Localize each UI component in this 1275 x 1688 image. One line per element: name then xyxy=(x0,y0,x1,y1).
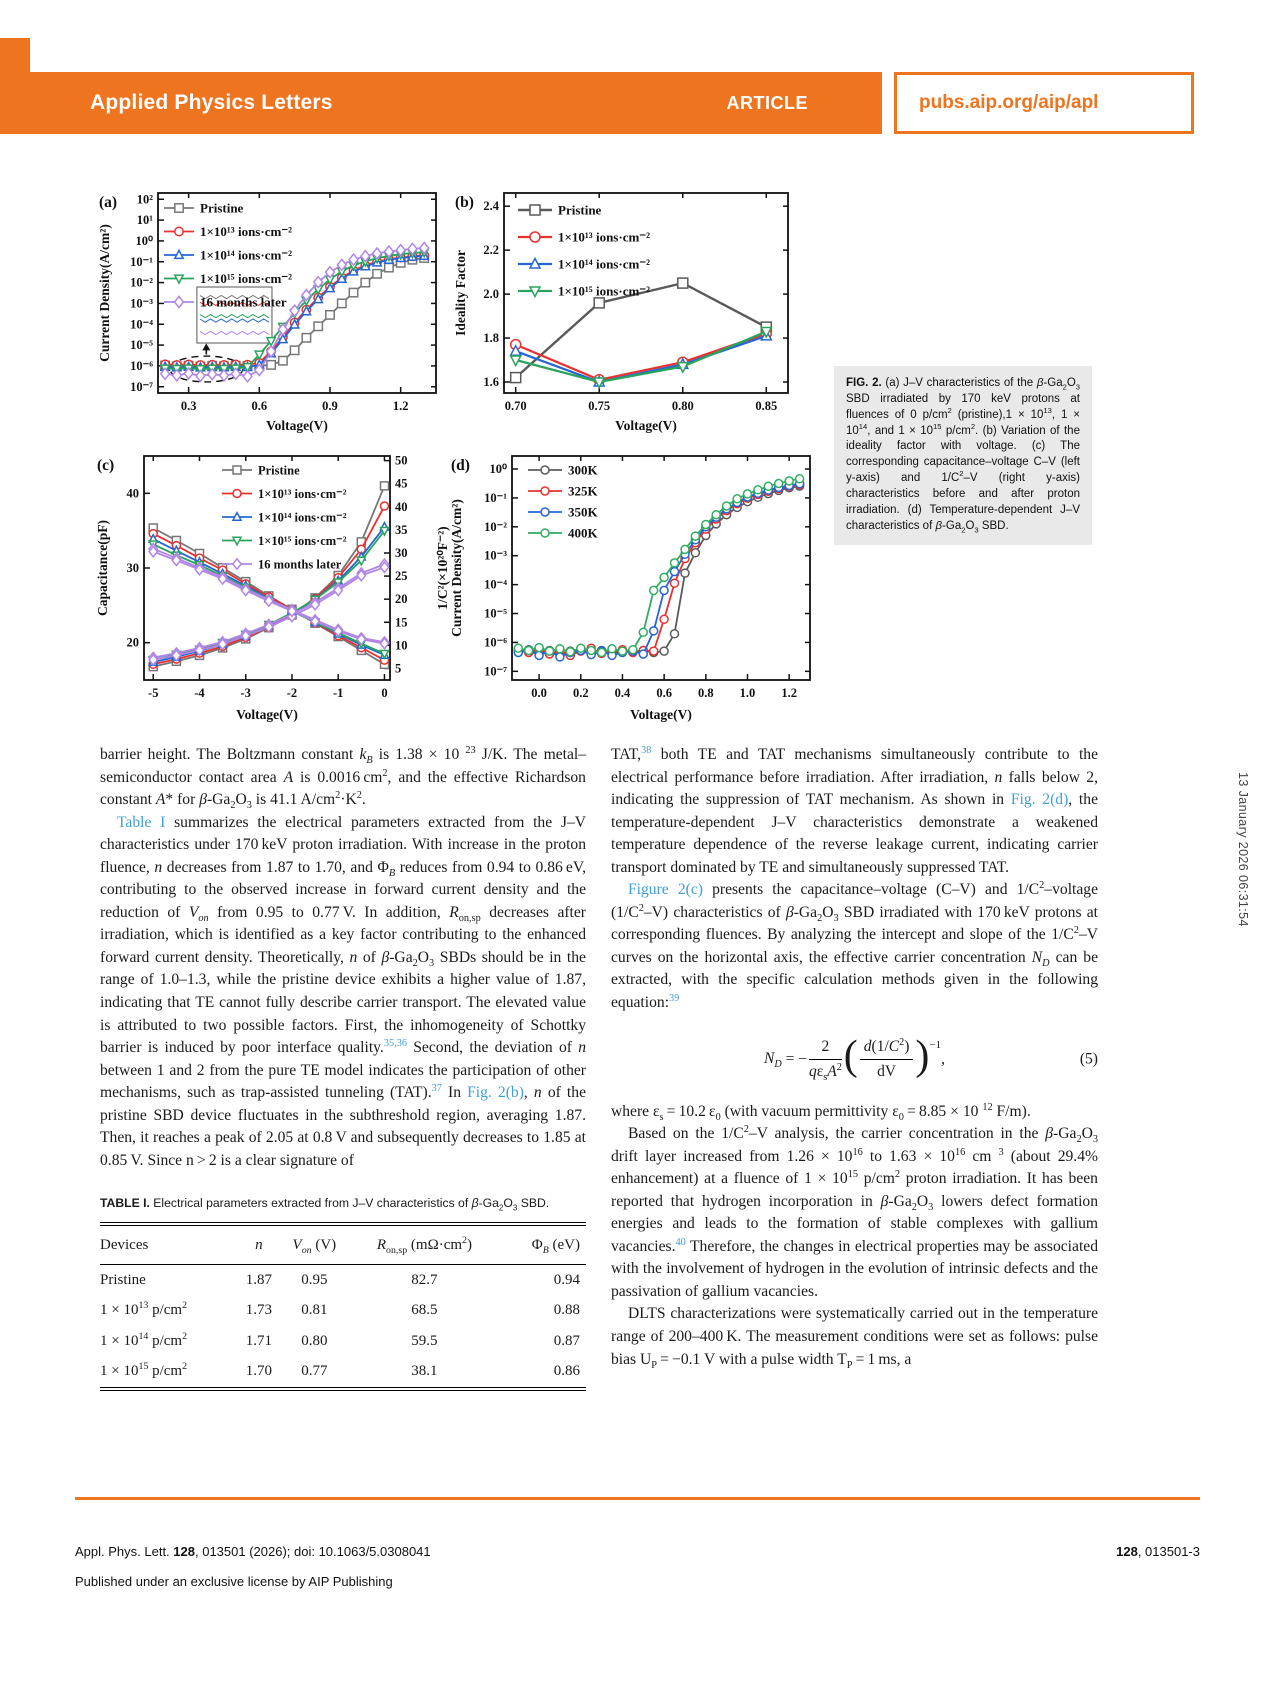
svg-text:0.9: 0.9 xyxy=(322,399,338,413)
svg-text:10⁻⁴: 10⁻⁴ xyxy=(484,577,507,592)
journal-header xyxy=(0,72,882,134)
table-cell: 1.70 xyxy=(245,1363,273,1380)
table-cell: 0.88 xyxy=(553,1302,580,1319)
right-column xyxy=(611,744,1098,1371)
table1 xyxy=(100,1222,586,1391)
svg-text:1.0: 1.0 xyxy=(739,686,756,700)
table-cell: 38.1 xyxy=(411,1363,438,1380)
svg-text:0.70: 0.70 xyxy=(504,399,527,413)
left-column xyxy=(100,744,586,1391)
svg-text:16 months later: 16 months later xyxy=(258,557,342,572)
figure2-panel-c xyxy=(94,446,452,729)
svg-text:Current Density(A/cm²): Current Density(A/cm²) xyxy=(97,224,112,362)
footer xyxy=(75,1544,1200,1589)
svg-text:2.2: 2.2 xyxy=(483,243,499,258)
svg-text:Voltage(V): Voltage(V) xyxy=(266,418,328,433)
svg-text:0.75: 0.75 xyxy=(588,399,611,413)
svg-text:0.3: 0.3 xyxy=(180,399,197,413)
svg-text:10⁰: 10⁰ xyxy=(489,462,507,477)
svg-text:40: 40 xyxy=(395,499,408,514)
table1-header-cell: Devices xyxy=(100,1224,238,1264)
table-cell: Pristine xyxy=(100,1271,146,1288)
table-cell: 59.5 xyxy=(411,1332,438,1349)
svg-text:10⁻¹: 10⁻¹ xyxy=(484,490,507,505)
figure2-panel-d xyxy=(448,446,820,729)
svg-text:-5: -5 xyxy=(148,686,159,700)
svg-text:0.6: 0.6 xyxy=(656,686,672,700)
figure2-panel-b xyxy=(452,183,798,440)
table-cell: $1 \times 10^{15}$ $p/cm^2$ xyxy=(100,1361,188,1380)
table-cell: $1 \times 10^{14}$ $p/cm^2$ xyxy=(100,1330,188,1349)
svg-text:10¹: 10¹ xyxy=(136,213,153,228)
svg-text:35: 35 xyxy=(395,522,408,537)
table-cell: 0.95 xyxy=(301,1271,328,1288)
journal-url-box[interactable] xyxy=(894,72,1194,134)
svg-text:Pristine: Pristine xyxy=(200,200,244,216)
svg-text:1×10¹⁴ ions·cm⁻²: 1×10¹⁴ ions·cm⁻² xyxy=(558,256,651,272)
table1-header-cell: n xyxy=(238,1224,280,1264)
table1-header-cell: $\Phi_B$ (eV) xyxy=(500,1224,586,1264)
paragraph: barrier height. The Boltzmann constant $k_B$ is 1.38 × 10 $^{23}$ J/K. The metal–semiconductor contact area A is 0.0016 $cm^2$, and the effective Richardson constant A* for $\beta-Ga_2O_3$ is 41.1 $A/cm^2\cdot K^2$. xyxy=(100,744,586,812)
table-cell: 1.71 xyxy=(245,1332,273,1349)
svg-text:(b): (b) xyxy=(455,194,474,211)
svg-text:16 months later: 16 months later xyxy=(200,294,287,310)
citation-line: Appl. Phys. Lett. 128, 013501 (2026); doi: 10.1063/5.0308041 xyxy=(75,1544,431,1559)
table-row xyxy=(100,1295,586,1326)
svg-text:0: 0 xyxy=(381,686,388,700)
svg-text:Pristine: Pristine xyxy=(558,202,602,218)
svg-text:0.8: 0.8 xyxy=(697,686,714,700)
table1-caption-label: TABLE I. xyxy=(100,1196,150,1211)
svg-text:20: 20 xyxy=(395,592,408,607)
svg-text:-2: -2 xyxy=(286,686,298,700)
svg-text:1×10¹⁵ ions·cm⁻²: 1×10¹⁵ ions·cm⁻² xyxy=(558,283,651,299)
svg-text:(d): (d) xyxy=(451,457,470,474)
svg-text:10⁻³: 10⁻³ xyxy=(484,548,507,563)
figure2-caption-text: (a) J–V characteristics of the $\beta-Ga_2O_3$ SBD irradiated by 170 keV protons at fluences of 0 $p/cm^2$ (pristine),1 × $10^{13}$, $1 \times 10^{14}$, and $1 \times 10^{15}$ $p/cm^2$. (b) Variation of the ideality factor with voltage. (c) The corresponding capacitance–voltage C–V (left y-axis) and $1/C^2-V$ (right y-axis) characteristics before and after proton irradiation. (d) Temperature-dependent J–V characteristics of $\beta-Ga_2O_3$ SBD. xyxy=(846,377,1080,535)
license-line: Published under an exclusive license by AIP Publishing xyxy=(75,1574,393,1589)
svg-text:-4: -4 xyxy=(194,686,205,700)
svg-text:10⁻²: 10⁻² xyxy=(484,519,507,534)
svg-text:Voltage(V): Voltage(V) xyxy=(236,707,298,722)
table1-header-row xyxy=(100,1224,586,1264)
svg-text:Voltage(V): Voltage(V) xyxy=(615,418,677,433)
svg-text:30: 30 xyxy=(126,561,139,575)
svg-text:0.2: 0.2 xyxy=(572,686,589,700)
paragraph: TAT,$^{38}$ both TE and TAT mechanisms simultaneously contribute to the electrical performance before irradiation. After irradiation, n falls below 2, indicating the suppression of TAT mechanism. As shown in Fig. 2(d), the temperature-dependent J–V characteristics demonstrate a weakened temperature dependence of the reverse leakage current, indicating carrier transport dominated by TE and simultaneously suppressed TAT. xyxy=(611,744,1098,876)
svg-text:1×10¹⁵ ions·cm⁻²: 1×10¹⁵ ions·cm⁻² xyxy=(258,534,347,548)
svg-text:50: 50 xyxy=(395,453,408,468)
journal-title: Applied Physics Letters xyxy=(90,91,333,114)
right-column-text-top xyxy=(611,744,1098,1015)
svg-text:1×10¹⁴ ions·cm⁻²: 1×10¹⁴ ions·cm⁻² xyxy=(258,510,347,525)
svg-text:-1: -1 xyxy=(332,686,344,700)
svg-text:350K: 350K xyxy=(568,504,598,520)
svg-text:325K: 325K xyxy=(568,483,598,499)
svg-text:(a): (a) xyxy=(99,194,118,211)
article-type-label: ARTICLE xyxy=(726,92,808,113)
table-cell: 0.87 xyxy=(553,1332,580,1349)
svg-text:5: 5 xyxy=(395,661,402,676)
table-cell: 0.80 xyxy=(301,1332,328,1349)
svg-text:10⁻⁶: 10⁻⁶ xyxy=(130,358,153,373)
svg-text:2.0: 2.0 xyxy=(483,287,499,302)
svg-text:20: 20 xyxy=(126,635,139,650)
svg-text:Ideality Factor: Ideality Factor xyxy=(453,250,468,336)
svg-text:0.4: 0.4 xyxy=(614,686,631,700)
table-cell: 0.81 xyxy=(301,1302,328,1319)
svg-text:10⁻³: 10⁻³ xyxy=(130,296,153,311)
paragraph: DLTS characterizations were systematically carried out in the temperature range of 200–400 K. The measurement conditions were set as follows: pulse bias $U_P = -0.1$ V with a pulse width $T_P = 1$ ms, a xyxy=(611,1305,1098,1371)
right-column-text-bottom xyxy=(611,1101,1098,1372)
svg-text:10: 10 xyxy=(395,638,408,653)
table-cell: 0.94 xyxy=(553,1271,580,1288)
svg-text:10⁻⁷: 10⁻⁷ xyxy=(130,379,153,394)
svg-text:(c): (c) xyxy=(97,457,115,474)
table1-header-cell: $V_{on}$ (V) xyxy=(280,1224,349,1264)
svg-text:10⁻⁶: 10⁻⁶ xyxy=(484,635,507,650)
svg-text:Current Density(A/cm²): Current Density(A/cm²) xyxy=(449,499,464,637)
svg-text:Pristine: Pristine xyxy=(258,463,300,478)
svg-text:1×10¹³ ions·cm⁻²: 1×10¹³ ions·cm⁻² xyxy=(258,487,347,501)
table-cell: $1 \times 10^{13}$ $p/cm^2$ xyxy=(100,1300,188,1319)
svg-text:1×10¹⁴ ions·cm⁻²: 1×10¹⁴ ions·cm⁻² xyxy=(200,247,293,263)
svg-text:0.80: 0.80 xyxy=(671,399,694,413)
equation-5 xyxy=(611,1031,1098,1089)
svg-text:1.2: 1.2 xyxy=(781,686,797,700)
table-cell: 82.7 xyxy=(411,1271,438,1288)
svg-text:0.6: 0.6 xyxy=(251,399,268,413)
svg-text:10⁻²: 10⁻² xyxy=(130,275,153,290)
footer-rule xyxy=(75,1497,1200,1500)
svg-text:10⁻⁷: 10⁻⁷ xyxy=(484,664,507,679)
svg-text:25: 25 xyxy=(395,569,408,584)
svg-text:300K: 300K xyxy=(568,462,598,478)
svg-text:1.2: 1.2 xyxy=(392,399,409,413)
svg-text:1.8: 1.8 xyxy=(483,331,499,346)
figure2-caption-label: FIG. 2. xyxy=(846,377,882,389)
equation-5-number: (5) xyxy=(1079,1050,1098,1068)
paragraph: Based on the $1/C^2-V$ analysis, the carrier concentration in the $\beta-Ga_2O_3$ drift layer increased from $1.26 \times 10^{16}$ to $1.63 \times 10^{16}$ cm $^3$ (about 29.4% enhancement) at a fluence of $1 \times 10^{15}$ $p/cm^2$ proton irradiation. It has been reported that hydrogen incorporation in $\beta-Ga_2O_3$ lowers defect formation energies and leads to the formation of stable complexes with gallium vacancies.$^{40}$ Therefore, the changes in electrical properties may be associated with the involvement of hydrogen in the evolution of intrinsic defects and the passivation of gallium vacancies. xyxy=(611,1123,1099,1300)
svg-text:-3: -3 xyxy=(240,686,251,700)
svg-text:45: 45 xyxy=(395,476,408,491)
table1-caption xyxy=(100,1196,586,1212)
left-column-text xyxy=(100,744,586,1172)
svg-text:1×10¹³ ions·cm⁻²: 1×10¹³ ions·cm⁻² xyxy=(558,229,651,245)
svg-text:10⁻⁵: 10⁻⁵ xyxy=(484,606,507,621)
svg-text:1/C²(×10²⁰F⁻²): 1/C²(×10²⁰F⁻²) xyxy=(435,526,450,610)
svg-text:0.0: 0.0 xyxy=(531,686,547,700)
table-cell: 1.73 xyxy=(245,1302,273,1319)
table-row xyxy=(100,1326,586,1357)
figure2-panel-a xyxy=(96,183,444,440)
table1-header-cell: $R_{on,sp}$ $(m\Omega\cdot cm^2)$ xyxy=(349,1224,500,1264)
svg-text:30: 30 xyxy=(395,545,408,560)
svg-text:1×10¹⁵ ions·cm⁻²: 1×10¹⁵ ions·cm⁻² xyxy=(200,271,293,286)
svg-text:10⁰: 10⁰ xyxy=(135,233,153,248)
journal-url[interactable]: pubs.aip.org/aip/apl xyxy=(919,92,1099,113)
paragraph: where $\varepsilon_s = 10.2$ $\varepsilon_0$ (with vacuum permittivity $\varepsilon_0 = 8.85 \times 10$ $^{12}$ F/m). xyxy=(611,1101,1031,1123)
page-number: 128, 013501-3 xyxy=(1116,1544,1200,1559)
paragraph: Figure 2(c) presents the capacitance–voltage (C–V) and $1/C^2$–voltage $(1/C^2-V)$ characteristics of $\beta-Ga_2O_3$ SBD irradiated with 170 keV protons at corresponding fluences. By analyzing the intercept and slope of the $1/C^2-V$ curves on the horizontal axis, the effective carrier concentration $N_D$ can be extracted, with the specific calculation methods given in the following equation:$^{39}$ xyxy=(611,880,1098,1012)
table-cell: 0.86 xyxy=(553,1363,580,1380)
svg-text:2.4: 2.4 xyxy=(483,199,499,214)
svg-text:0.85: 0.85 xyxy=(755,399,778,413)
table-cell: 0.77 xyxy=(301,1363,328,1380)
equation-5-body: $N_D$ = − $\frac{2}{q\varepsilon_sA^2}$ ( $\frac{d(1/C^2)}{dV}$ )$^{-1}$, xyxy=(764,1033,945,1084)
svg-text:1×10¹³ ions·cm⁻²: 1×10¹³ ions·cm⁻² xyxy=(200,224,293,239)
svg-text:400K: 400K xyxy=(568,525,598,541)
svg-text:1.6: 1.6 xyxy=(483,375,499,390)
svg-text:10⁻⁵: 10⁻⁵ xyxy=(130,338,153,353)
paragraph: Table I summarizes the electrical parameters extracted from the J–V characteristics under 170 keV proton irradiation. With increase in the proton fluence, n decreases from 1.87 to 1.70, and $\Phi_B$ reduces from 0.94 to 0.86 eV, contributing to the observed increase in forward current density and the reduction of $V_{on}$ from 0.95 to 0.77 V. In addition, $R_{on,sp}$ decreases after irradiation, which is identified as a key factor contributing to the enhanced forward current density. Theoretically, n of $\beta-Ga_2O_3$ SBDs should be in the range of 1.0–1.3, while the pristine device exhibits a higher value of 1.87, indicating that TE cannot fully describe carrier transport. The elevated value is attributed to two possible factors. First, the inhomogeneity of Schottky barrier is induced by poor interface quality.$^{35,36}$ Second, the deviation of n between 1 and 2 from the pure TE model indicates the participation of other mechanisms, such as trap-assisted tunneling (TAT).$^{37}$ In Fig. 2(b), n of the pristine SBD device fluctuates in the subthreshold region, averaging 1.87. Then, it reaches a peak of 2.05 at 0.8 V and subsequently decreases to 1.85 at 0.85 V. Since n > 2 is a clear signature of xyxy=(100,813,587,1169)
svg-text:40: 40 xyxy=(126,486,139,501)
svg-text:10⁻¹: 10⁻¹ xyxy=(130,254,153,269)
table-row xyxy=(100,1356,586,1389)
svg-text:10²: 10² xyxy=(136,192,153,207)
table-cell: 68.5 xyxy=(411,1302,438,1319)
svg-text:10⁻⁴: 10⁻⁴ xyxy=(130,317,153,332)
svg-text:15: 15 xyxy=(395,615,408,630)
table1-caption-text: Electrical parameters extracted from J–V characteristics of $\beta-Ga_2O_3$ SBD. xyxy=(149,1196,550,1213)
table-cell: 1.87 xyxy=(245,1271,273,1288)
svg-text:Capacitance(pF): Capacitance(pF) xyxy=(95,520,110,616)
figure2-caption xyxy=(834,366,1092,545)
download-timestamp: 13 January 2026 06:31:54 xyxy=(1236,772,1250,927)
table-row xyxy=(100,1264,586,1295)
svg-text:Voltage(V): Voltage(V) xyxy=(630,707,692,722)
